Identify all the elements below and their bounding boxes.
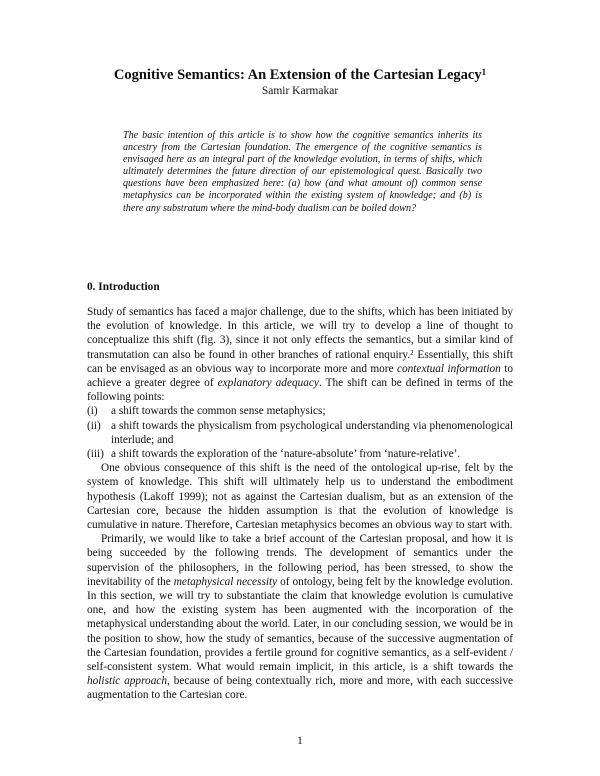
p3-text-2: of ontology, being felt by the knowledge evolution. In this section, we will try to substantiate the claim that knowledge evolution is cumulative one, and how the existing system has been augmented with the incorporation of the metaphysical understanding about the world. Later, in our concluding session, we would be in the position to show, how the study of semantics, because of the successive augmentation of the Cartesian foundation, provides a fertile ground for cognitive semantics, as a self-evident / self-consistent system. What would remain implicit, in this article, is a shift towards the [87, 575, 513, 674]
list-item [87, 404, 513, 418]
paper-title [0, 66, 600, 84]
page-number: 1 [297, 735, 303, 747]
paragraph-2: One obvious consequence of this shift is the need of the ontological up-rise, felt by the system of knowledge. This shift will ultimately help us to understand the embodiment hypothesis (Lakoff 1999); not as against the Cartesian dualism, but as an extension of the Cartesian core, because the hidden assumption is that the evolution of knowledge is cumulative in nature. Therefore, Cartesian metaphysics becomes an obvious way to start with. [87, 462, 513, 532]
list-item-number: (i) [87, 405, 98, 418]
paragraph-3 [87, 532, 513, 702]
p3-emphasis-2: holistic approach [87, 675, 168, 688]
p1-text-2: Essentially, this shift can be envisaged as an obvious way to incorporate more and more [87, 348, 513, 375]
list-item-number: (iii) [87, 448, 104, 461]
abstract: The basic intention of this article is to show how the cognitive semantics inherits its ancestry from the Cartesian foundation. The emergence of the cognitive semantics is envisaged here as an integral part of the knowledge evolution, in terms of shifts, which ultimately determines the future direction of our epistemological quest. Basically two questions have been emphasized here: (a) how (and what amount of) common sense metaphysics can be incorporated within the existing system of knowledge; and (b) is there any substratum where the mind-body dualism can be boiled down? [123, 130, 482, 214]
list-item-text: a shift towards the physicalism from psychological understanding via phenomenological interlude; and [111, 419, 513, 446]
footnote-marker-2[interactable]: 2 [410, 348, 414, 357]
list-item-text: a shift towards the exploration of the ‘nature-absolute’ from ‘nature-relative’. [111, 448, 461, 461]
p1-emphasis-2: explanatory adequacy [217, 377, 319, 390]
p3-emphasis-1: metaphysical necessity [173, 575, 278, 588]
list-item-text: a shift towards the common sense metaphysics; [111, 405, 326, 418]
p1-text-3: to achieve a greater degree of [87, 362, 513, 390]
title-footnote-marker[interactable]: 1 [481, 67, 487, 77]
p1-emphasis-1: contextual information [396, 362, 501, 375]
p3-text-1: Primarily, we would like to take a brief account of the Cartesian proposal, and how it is being succeeded by the following trends. The development of semantics under the supervision of the philosophers, in the following period, has been stressed, to show the inevitability of the [87, 533, 513, 588]
title-text: Cognitive Semantics: An Extension of the Cartesian Legacy [113, 67, 482, 83]
paragraph-1 [87, 305, 513, 404]
p1-text-1: Study of semantics has faced a major challenge, due to the shifts, which has been initiated by the evolution of knowledge. In this article, we will try to develop a line of thought to conceptualize this shift (fig. 3), since it not only effects the semantics, but a similar kind of transmutation can also be found in other branches of rational enquiry. [87, 306, 513, 361]
section-body [87, 305, 513, 703]
p3-text-3: , because of being contextually rich, more and more, with each successive augmentation to the Cartesian core. [87, 675, 514, 702]
p1-text-4: . The shift can be defined in terms of the following points: [87, 377, 513, 404]
list-item [87, 447, 513, 461]
list-item-number: (ii) [87, 419, 101, 432]
section-heading: 0. Introduction [87, 281, 160, 293]
list-item [87, 419, 513, 447]
author-name: Samir Karmakar [261, 85, 339, 97]
